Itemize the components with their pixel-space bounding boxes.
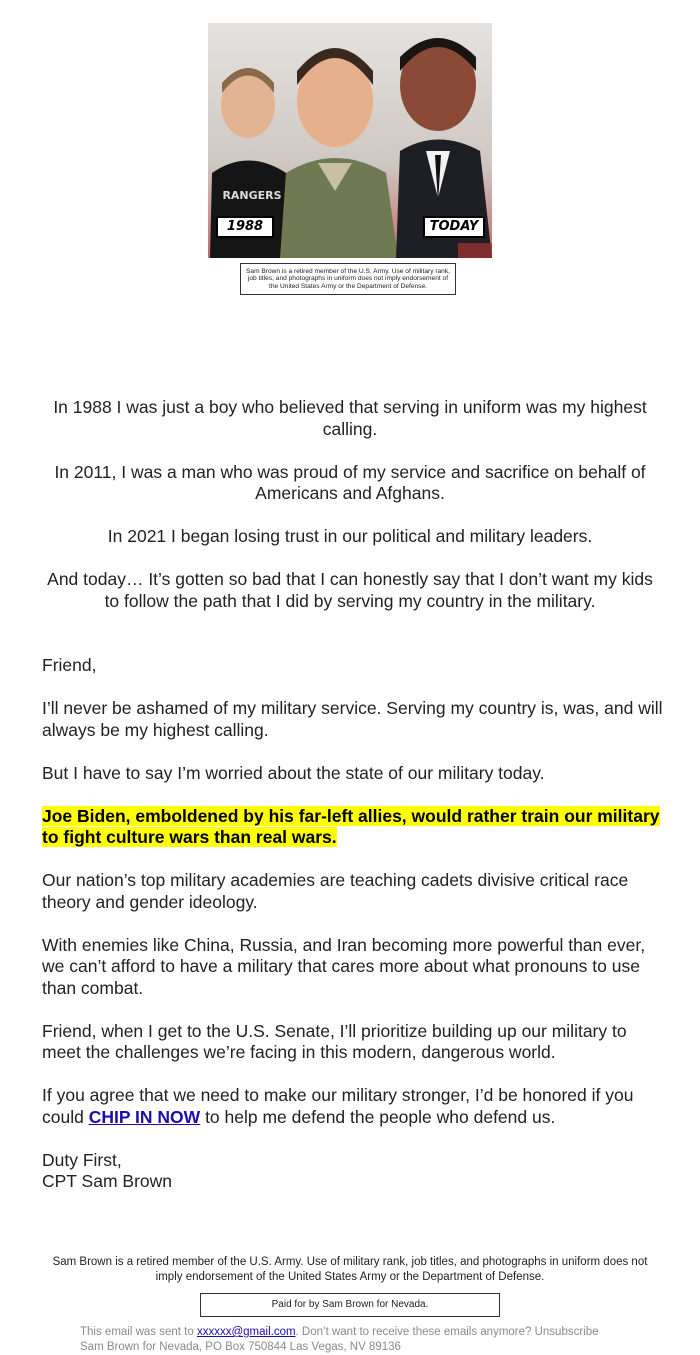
unsubscribe-footer (80, 1325, 680, 1355)
signoff: Duty First, (42, 1149, 122, 1170)
letter-paragraph-4: With enemies like China, Russia, and Iran becoming more powerful than ever, we can’t afford to have a military that cares more about what pronouns to use than combat. (42, 934, 646, 998)
mailing-address: Sam Brown for Nevada, PO Box 750844 Las Vegas, NV 89136 (80, 1341, 401, 1353)
highlighted-paragraph (42, 806, 664, 849)
intro-paragraph-today: And today… It’s gotten so bad that I can honestly say that I don’t want my kids to follow the path that I did by serving my country in the military. (47, 569, 653, 611)
recipient-email-link[interactable]: xxxxxx@gmail.com (196, 1326, 296, 1338)
chip-in-now-link[interactable]: CHIP IN NOW (88, 1106, 201, 1127)
signature-block (42, 1150, 664, 1193)
intro-paragraph-1988: In 1988 I was just a boy who believed that serving in uniform was my highest calling. (53, 397, 647, 439)
letter-body (42, 655, 664, 1193)
greeting: Friend, (42, 655, 97, 675)
shirt-text: RANGERS (222, 189, 282, 202)
cta-paragraph (42, 1085, 664, 1128)
signature-name: CPT Sam Brown (42, 1171, 172, 1191)
cta-text-after: to help me defend the people who defend us. (200, 1106, 556, 1127)
image-disclaimer: Sam Brown is a retired member of the U.S. Army. Use of military rank, job titles, and photographs in uniform does not imply endorsement of the United States Army or the Department of Defense. (240, 263, 456, 295)
intro-block (40, 397, 660, 634)
letter-paragraph-1: I’ll never be ashamed of my military service. Serving my country is, was, and will always be my highest calling. (42, 698, 663, 740)
year-1988-tag: 1988 (216, 216, 274, 238)
intro-paragraph-2021: In 2021 I began losing trust in our political and military leaders. (107, 526, 593, 546)
year-today-tag: TODAY (423, 216, 485, 238)
letter-paragraph-2: But I have to say I’m worried about the state of our military today. (42, 762, 545, 783)
intro-paragraph-2011: In 2011, I was a man who was proud of my service and sacrifice on behalf of Americans and Afghans. (54, 461, 646, 503)
letter-paragraph-5: Friend, when I get to the U.S. Senate, I’ll prioritize building up our military to meet the challenges we’re facing in this modern, dangerous world. (42, 1020, 627, 1062)
highlighted-text: Joe Biden, emboldened by his far-left allies, would rather train our military to fight culture wars than real wars. (42, 805, 660, 847)
cta-text-before: If you agree that we need to make our military stronger, I’d be honored if you could (42, 1085, 634, 1127)
sent-to-line (80, 1325, 680, 1340)
hero-image (208, 23, 492, 258)
boy-shirt (210, 161, 292, 259)
letter-paragraph-3: Our nation’s top military academies are teaching cadets divisive critical race theory and gender ideology. (42, 870, 629, 912)
sent-to-prefix: This email was sent to (80, 1326, 197, 1338)
unsubscribe-text[interactable]: . Don’t want to receive these emails anymore? Unsubscribe (295, 1326, 599, 1338)
footer-disclaimer: Sam Brown is a retired member of the U.S. Army. Use of military rank, job titles, and photographs in uniform does not imply endorsement of the United States Army or the Department of Defense. (52, 1256, 648, 1283)
paid-for-box: Paid for by Sam Brown for Nevada. (200, 1293, 500, 1317)
